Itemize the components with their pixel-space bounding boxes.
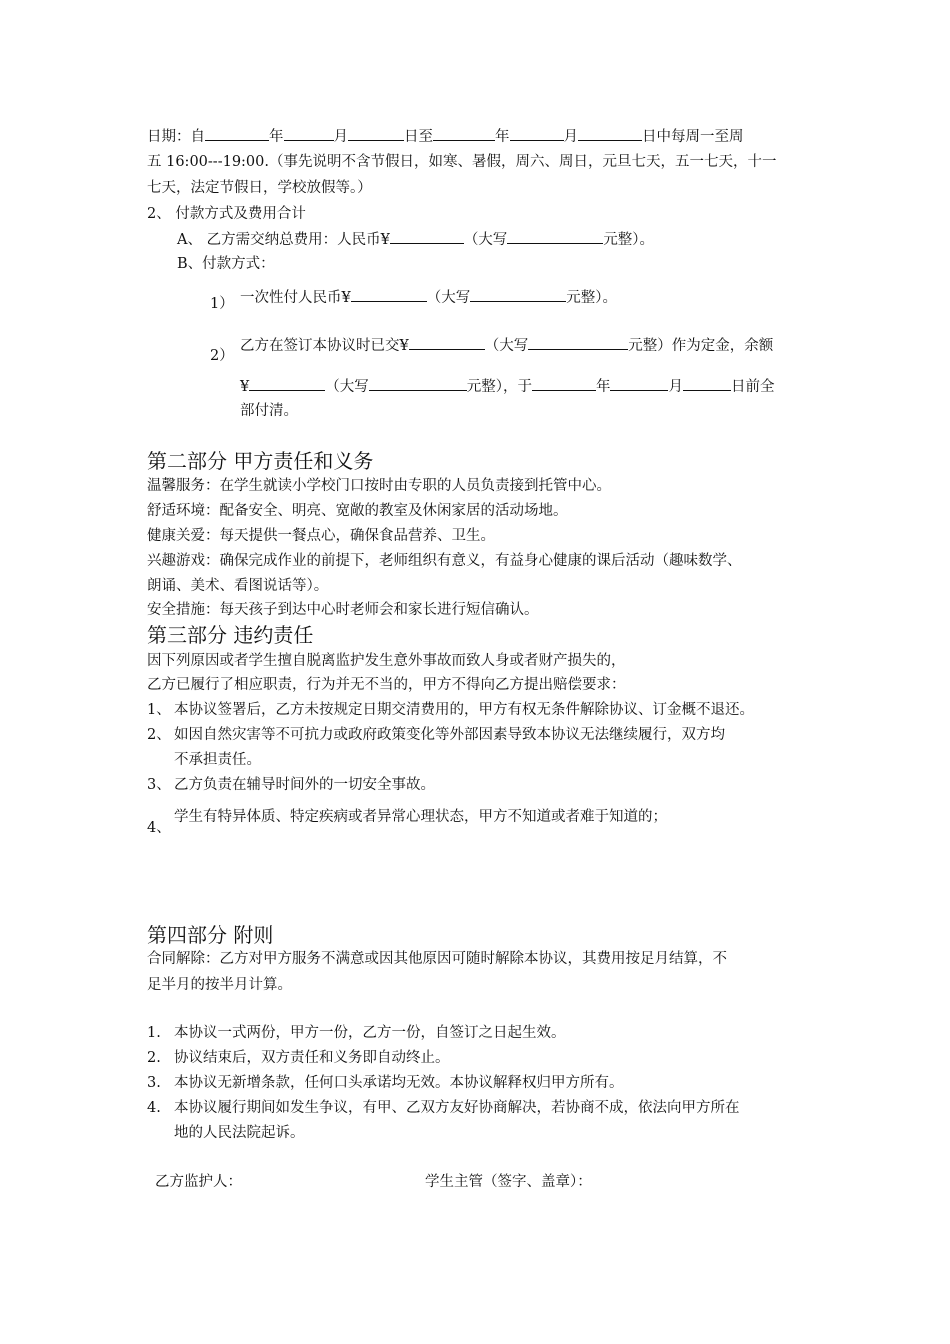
- termination-line: 合同解除：乙方对甲方服务不满意或因其他原因可随时解除本协议，其费用按足月结算，不: [147, 951, 727, 967]
- date-line-3: 七天，法定节假日，学校放假等。）: [147, 180, 372, 196]
- part-2-item: 安全措施：每天孩子到达中心时老师会和家长进行短信确认。: [147, 602, 539, 618]
- part-3-item: 如因自然灾害等不可抗力或政府政策变化等外部因素导致本协议无法继续履行，双方均: [174, 727, 725, 743]
- month-label: 月: [563, 129, 578, 145]
- part-4-item: 协议结束后，双方责任和义务即自动终止。: [174, 1050, 450, 1066]
- year-label: 年: [269, 129, 284, 145]
- option-2-line-1: [240, 335, 773, 356]
- uppercase-label: （大写: [484, 338, 529, 354]
- part-3-item-number: 1、: [147, 702, 171, 718]
- blank-balance: [249, 376, 325, 391]
- lump-sum-label: 一次性付人民币¥: [240, 290, 351, 306]
- blank-end-day: [578, 126, 642, 141]
- blank-start-month: [284, 126, 334, 141]
- part-4-item-number: 2.: [147, 1050, 161, 1066]
- part-3-intro: 乙方已履行了相应职责，行为并无不当的，甲方不得向乙方提出赔偿要求：: [147, 677, 626, 693]
- part-3-item-number: 3、: [147, 777, 171, 793]
- option-2-line-3: 部付清。: [240, 403, 298, 419]
- blank-due-year: [532, 376, 596, 391]
- yen-sign: ¥: [240, 379, 250, 395]
- date-line-1: [147, 126, 744, 147]
- part-2-item: 温馨服务：在学生就读小学校门口按时由专职的人员负责接到托管中心。: [147, 478, 611, 494]
- date-line-2: 五 16:00---19:00.（事先说明不含节假日，如寒、暑假，周六、周日，元旦七天，五一七天，十一: [147, 154, 777, 170]
- yuan-label: 元整）。: [603, 232, 655, 248]
- part-4-item-number: 3.: [147, 1075, 161, 1091]
- weekday-label: 日中每周一至周: [642, 129, 744, 145]
- part-2-item: 兴趣游戏：确保完成作业的前提下，老师组织有意义，有益身心健康的课后活动（趣味数学、: [147, 553, 742, 569]
- deposit-label: 乙方在签订本协议时已交¥: [240, 338, 409, 354]
- blank-deposit: [409, 335, 485, 350]
- total-fee-label: A、 乙方需交纳总费用：人民币¥: [177, 232, 390, 248]
- month-label: 月: [333, 129, 348, 145]
- blank-total-uppercase: [507, 229, 603, 244]
- part-3-item-number: 4、: [147, 820, 171, 836]
- year-label: 年: [495, 129, 510, 145]
- supervisor-signature-label: 学生主管（签字、盖章）：: [425, 1174, 592, 1190]
- blank-end-year: [433, 126, 495, 141]
- part-4-title: 第四部分 附则: [147, 923, 274, 947]
- blank-balance-uppercase: [369, 376, 467, 391]
- termination-line: 足半月的按半月计算。: [147, 977, 292, 993]
- blank-due-day: [683, 376, 731, 391]
- blank-total-amount: [390, 229, 464, 244]
- option-1-number: 1）: [210, 296, 234, 312]
- part-4-item: 本协议履行期间如发生争议，有甲、乙双方友好协商解决，若协商不成，依法向甲方所在: [174, 1100, 740, 1116]
- year-label: 年: [595, 379, 611, 395]
- part-3-item: 本协议签署后，乙方未按规定日期交清费用的，甲方有权无条件解除协议、订金概不退还。: [174, 702, 754, 718]
- uppercase-label: （大写: [426, 290, 471, 306]
- part-4-item: 本协议一式两份，甲方一份，乙方一份，自签订之日起生效。: [174, 1025, 566, 1041]
- month-label: 月: [668, 379, 683, 395]
- date-from-label: 日期：自: [147, 129, 205, 145]
- blank-start-year: [205, 126, 269, 141]
- blank-end-month: [510, 126, 564, 141]
- uppercase-label: （大写: [463, 232, 508, 248]
- part-2-title: 第二部分 甲方责任和义务: [147, 449, 374, 473]
- blank-deposit-uppercase: [528, 335, 628, 350]
- part-3-item: 乙方负责在辅导时间外的一切安全事故。: [174, 777, 435, 793]
- deposit-suffix: 元整）作为定金，余额: [628, 338, 774, 354]
- part-4-item-number: 4.: [147, 1100, 161, 1116]
- part-4-item: 本协议无新增条款，任何口头承诺均无效。本协议解释权归甲方所有。: [174, 1075, 624, 1091]
- payment-total: [177, 229, 654, 250]
- guardian-signature-label: 乙方监护人：: [155, 1174, 242, 1190]
- part-2-item: 朗诵、美术、看图说话等）。: [147, 578, 329, 594]
- part-4-item-number: 1.: [147, 1025, 161, 1041]
- blank-lump-uppercase: [470, 287, 566, 302]
- payment-heading: 2、 付款方式及费用合计: [147, 206, 306, 222]
- day-to-label: 日至: [404, 129, 433, 145]
- part-2-item: 健康关爱：每天提供一餐点心，确保食品营养、卫生。: [147, 528, 495, 544]
- blank-due-month: [610, 376, 668, 391]
- uppercase-label: （大写: [325, 379, 369, 395]
- part-2-item: 舒适环境：配备安全、明亮、宽敞的教室及休闲家居的活动场地。: [147, 503, 568, 519]
- option-2-number: 2）: [210, 348, 234, 364]
- part-3-title: 第三部分 违约责任: [147, 623, 314, 647]
- blank-lump-sum: [351, 287, 427, 302]
- option-1-line: [240, 287, 617, 308]
- due-suffix: 日前全: [730, 379, 775, 395]
- part-3-item: 学生有特异体质、特定疾病或者异常心理状态，甲方不知道或者难于知道的；: [174, 809, 667, 825]
- part-3-intro: 因下列原因或者学生擅自脱离监护发生意外事故而致人身或者财产损失的，: [147, 653, 626, 669]
- yuan-label: 元整）。: [566, 290, 617, 306]
- option-2-line-2: [240, 376, 774, 397]
- part-4-item-cont: 地的人民法院起诉。: [174, 1125, 305, 1141]
- balance-due-label: 元整），于: [466, 379, 532, 395]
- blank-start-day: [348, 126, 404, 141]
- part-3-item-number: 2、: [147, 727, 171, 743]
- part-3-item-cont: 不承担责任。: [174, 752, 261, 768]
- payment-method-heading: B、付款方式：: [177, 256, 275, 272]
